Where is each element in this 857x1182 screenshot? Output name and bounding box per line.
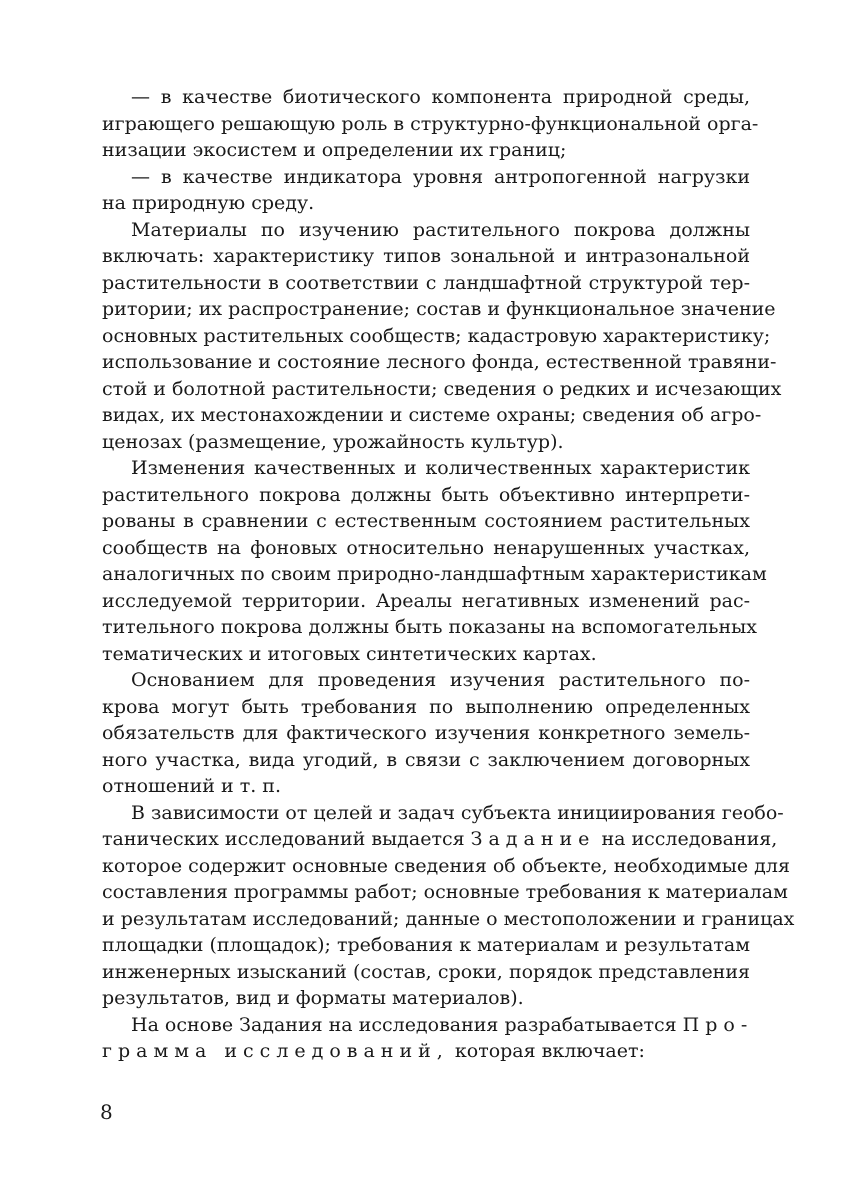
paragraph-4 xyxy=(102,455,767,667)
text-line xyxy=(102,826,778,853)
text-fragment: танических исследований выдается xyxy=(102,828,465,850)
text-line: растительного покрова должны быть объективно интерпрети- xyxy=(102,483,750,506)
paragraph-2 xyxy=(102,164,750,217)
text-line: растительности в соответствии с ландшафтной структурой тер- xyxy=(102,271,750,294)
text-line: Изменения качественных и количественных характеристик xyxy=(131,457,750,479)
spaced-term-zadanie: Задание xyxy=(470,828,596,850)
text-line: включать: характеристику типов зональной и интразональной xyxy=(102,245,750,267)
text-line: ритории; их распространение; состав и функциональное значение xyxy=(102,298,776,320)
paragraph-5 xyxy=(102,667,750,800)
paragraph-1 xyxy=(102,84,759,164)
text-line: — в качестве биотического компонента природной среды, xyxy=(131,86,750,108)
paragraph-7 xyxy=(102,1012,754,1065)
text-line: площадки (площадок); требования к материалам и результатам xyxy=(102,934,750,956)
text-line: крова могут быть требования по выполнению определенных xyxy=(102,695,750,718)
text-line: обязательств для фактического изучения конкретного земель- xyxy=(102,722,750,744)
text-line: аналогичных по своим природно-ландшафтным характеристикам xyxy=(102,563,767,585)
text-line: использование и состояние лесного фонда, естественной травяни- xyxy=(102,351,777,373)
text-line: на природную среду. xyxy=(102,192,315,214)
text-line: низации экосистем и определении их границ; xyxy=(102,139,567,161)
text-line: ценозах (размещение, урожайность культур). xyxy=(102,430,564,453)
text-line: исследуемой территории. Ареалы негативных изменений рас- xyxy=(102,589,750,612)
page-number: 8 xyxy=(100,1100,113,1124)
text-line: и результатам исследований; данные о местоположении и границах xyxy=(102,907,795,930)
text-line: инженерных изысканий (состав, сроки, порядок представления xyxy=(102,960,750,983)
text-fragment: которая включает: xyxy=(454,1040,645,1062)
text-line: Материалы по изучению растительного покрова должны xyxy=(131,218,750,241)
text-line: результатов, вид и форматы материалов). xyxy=(102,987,524,1009)
text-line: сообществ на фоновых относительно ненарушенных участках, xyxy=(102,536,750,559)
text-line: — в качестве индикатора уровня антропогенной нагрузки xyxy=(131,165,750,188)
paragraph-3 xyxy=(102,217,782,456)
page-body xyxy=(102,84,795,1065)
text-line: основных растительных сообществ; кадастровую характеристику; xyxy=(102,324,771,347)
text-line: рованы в сравнении с естественным состоянием растительных xyxy=(102,510,750,532)
text-line xyxy=(102,1012,754,1039)
text-line: составления программы работ; основные требования к материалам xyxy=(102,881,788,903)
paragraph-6 xyxy=(102,800,795,1012)
text-line: В зависимости от целей и задач субъекта инициирования геобо- xyxy=(131,801,784,824)
text-line: ного участка, вида угодий, в связи с заключением договорных xyxy=(102,748,750,771)
text-line: отношений и т. п. xyxy=(102,775,281,797)
text-line xyxy=(102,1038,750,1065)
spaced-term-issledovaniy: грамма исследований, xyxy=(102,1040,449,1062)
spaced-term-programma: Про- xyxy=(682,1013,754,1036)
text-line: играющего решающую роль в структурно-функциональной орга- xyxy=(102,112,759,135)
text-line: видах, их местонахождении и системе охраны; сведения об агро- xyxy=(102,404,762,426)
text-line: тительного покрова должны быть показаны на вспомогательных xyxy=(102,616,757,638)
text-line: стой и болотной растительности; сведения о редких и исчезающих xyxy=(102,377,782,400)
text-line: тематических и итоговых синтетических картах. xyxy=(102,642,597,665)
text-line: которое содержит основные сведения об объекте, необходимые для xyxy=(102,854,790,877)
text-fragment: На основе Задания на исследования разрабатывается xyxy=(131,1013,677,1036)
text-fragment: на исследования, xyxy=(601,828,778,850)
text-line: Основанием для проведения изучения растительного по- xyxy=(131,669,750,691)
